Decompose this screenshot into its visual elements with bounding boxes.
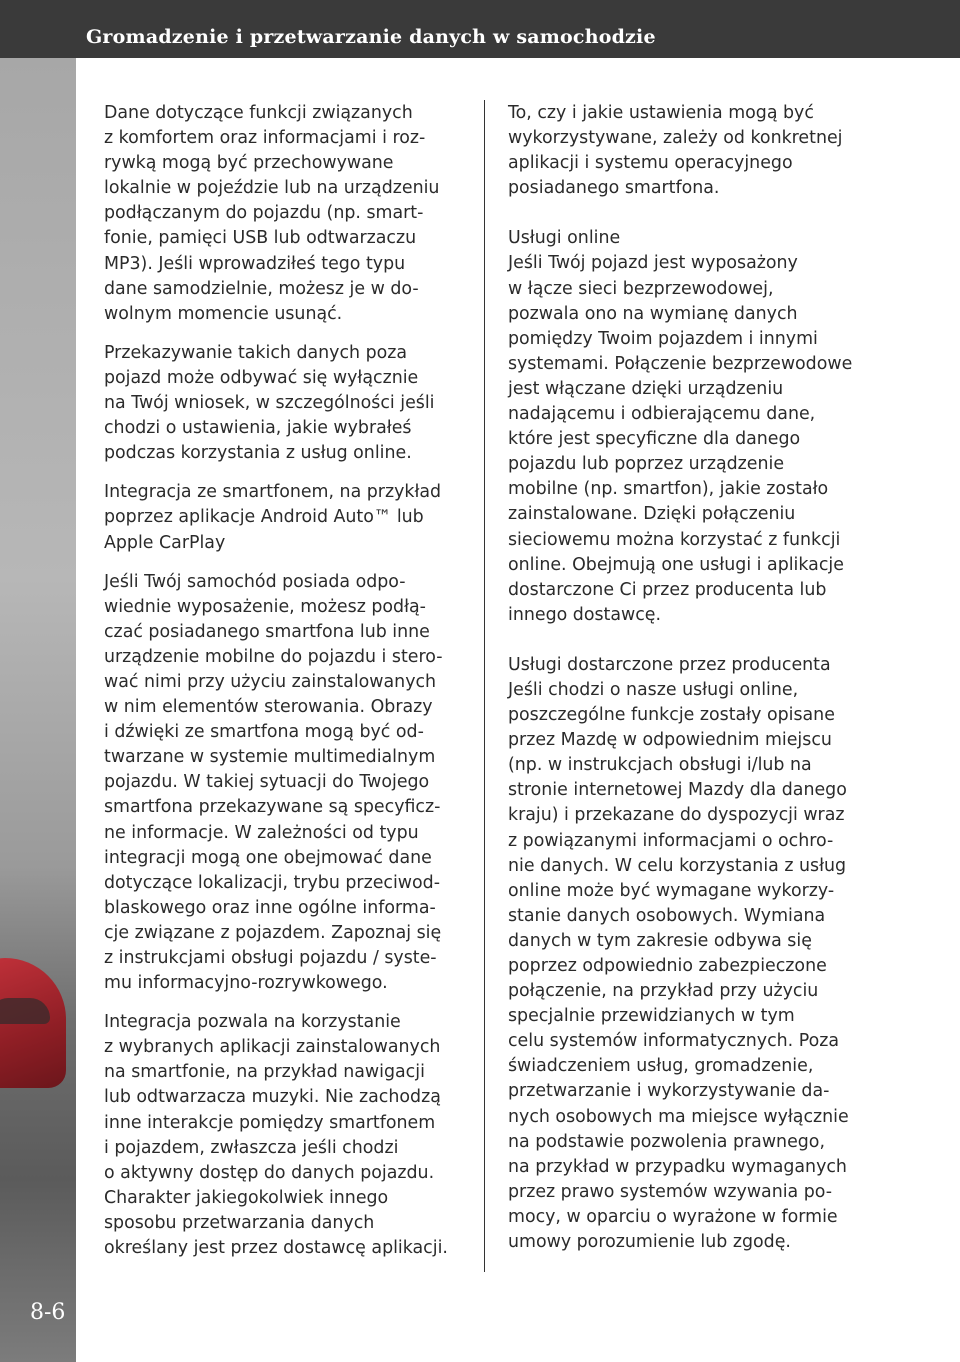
text-line: kraju) i przekazane do dyspozycji wraz	[508, 805, 845, 826]
text-line: aplikacji i systemu operacyjnego	[508, 153, 793, 174]
text-line: pojazdu lub poprzez urządzenie	[508, 454, 785, 475]
text-line: czać posiadanego smartfona lub inne	[104, 621, 430, 642]
text-line: na smartfonie, na przykład nawigacji	[104, 1062, 425, 1083]
text-line: online może być wymagane wykorzy-	[508, 880, 835, 901]
text-line: stronie internetowej Mazdy dla danego	[508, 780, 847, 801]
text-line: danych w tym zakresie odbywa się	[508, 930, 812, 951]
text-line: wać nimi przy użyciu zainstalowanych	[104, 671, 437, 692]
header-bar	[0, 0, 960, 58]
text-line: nych osobowych ma miejsce wyłącznie	[508, 1106, 849, 1127]
text-line: chodzi o ustawienia, jakie wybrałeś	[104, 418, 412, 439]
text-line: Charakter jakiegokolwiek innego	[104, 1187, 389, 1208]
text-line: dotyczące lokalizacji, trybu przeciwod-	[104, 872, 440, 893]
car-window-image	[0, 998, 50, 1024]
text-line: poprzez odpowiednio zabezpieczone	[508, 956, 827, 976]
text-line: mobilne (np. smartfon), jakie zostało	[508, 479, 829, 500]
text-line: pomiędzy Twoim pojazdem i innymi	[508, 328, 818, 349]
text-line: sposobu przetwarzania danych	[104, 1212, 375, 1233]
text-line: z wybranych aplikacji zainstalowanych	[104, 1037, 441, 1058]
text-line: na przykład w przypadku wymaganych	[508, 1156, 847, 1177]
text-line: MP3). Jeśli wprowadziłeś tego typu	[104, 253, 406, 274]
text-line: połączenie, na przykład przy użyciu	[508, 981, 819, 1002]
text-line: Integracja ze smartfonem, na przykład	[104, 482, 442, 503]
paragraph	[104, 1010, 476, 1261]
text-line: celu systemów informatycznych. Poza	[508, 1031, 840, 1052]
text-line: z komfortem oraz informacjami i roz-	[104, 128, 426, 149]
text-line: świadczeniem usług, gromadzenie,	[508, 1056, 814, 1077]
text-line: systemami. Połączenie bezprzewodowe	[508, 353, 853, 374]
text-line: rywką mogą być przechowywane	[104, 153, 394, 174]
section-title: Gromadzenie i przetwarzanie danych w samochodzie	[86, 26, 656, 48]
text-line: wiednie wyposażenie, możesz podłą-	[104, 596, 426, 617]
text-line: i dźwięki ze smartfona mogą być od-	[104, 722, 424, 743]
text-line: Integracja pozwala na korzystanie	[104, 1012, 401, 1033]
text-line: fonie, pamięci USB lub odtwarzaczu	[104, 228, 417, 249]
paragraph	[508, 226, 868, 628]
column-divider	[484, 100, 485, 1272]
text-line: określany jest przez dostawcę aplikacji.	[104, 1238, 448, 1259]
text-line: z powiązanymi informacjami o ochro-	[508, 830, 834, 851]
text-line: mocy, w oparciu o wyrażone w formie	[508, 1206, 838, 1227]
text-line: lokalnie w pojeździe lub na urządzeniu	[104, 178, 440, 199]
text-line: w nim elementów sterowania. Obrazy	[104, 697, 433, 718]
text-line: które jest specyficzne dla danego	[508, 429, 801, 450]
paragraph	[508, 653, 868, 1255]
text-line: inne interakcje pomiędzy smartfonem	[104, 1112, 436, 1133]
text-line: dane samodzielnie, możesz je w do-	[104, 278, 419, 299]
text-line: twarzane w systemie multimedialnym	[104, 747, 436, 768]
text-line: o aktywny dostęp do danych pojazdu.	[104, 1162, 435, 1183]
text-line: urządzenie mobilne do pojazdu i stero-	[104, 646, 443, 667]
text-line: posiadanego smartfona.	[508, 178, 720, 199]
text-line: Jeśli Twój pojazd jest wyposażony	[508, 253, 798, 274]
text-line: podłączanym do pojazdu (np. smart-	[104, 203, 424, 224]
text-line: nie danych. W celu korzystania z usług	[508, 855, 847, 876]
text-line: z instrukcjami obsługi pojazdu / syste-	[104, 948, 437, 968]
text-line: zainstalowane. Dzięki połączeniu	[508, 504, 796, 525]
text-line: integracji mogą one obejmować dane	[104, 847, 432, 868]
text-line: blaskowego oraz inne ogólne informa-	[104, 897, 436, 918]
text-line: przez Mazdę w odpowiednim miejscu	[508, 730, 832, 751]
text-line: Usługi dostarczone przez producenta	[508, 654, 831, 675]
text-line: smartfona przekazywane są specyficz-	[104, 797, 441, 818]
text-line: wykorzystywane, zależy od konkretnej	[508, 128, 843, 149]
text-line: To, czy i jakie ustawienia mogą być	[508, 103, 814, 123]
text-line: Jeśli chodzi o nasze usługi online,	[508, 679, 799, 700]
text-line: stanie danych osobowych. Wymiana	[508, 905, 826, 926]
text-line: jest włączane dzięki urządzeniu	[508, 378, 784, 399]
text-line: pojazd może odbywać się wyłącznie	[104, 367, 419, 388]
text-line: na Twój wniosek, w szczególności jeśli	[104, 393, 435, 414]
text-line: lub odtwarzacza muzyki. Nie zachodzą	[104, 1087, 441, 1108]
text-line: Usługi online	[508, 228, 621, 249]
paragraph	[104, 570, 476, 997]
text-line: pozwala ono na wymianę danych	[508, 303, 798, 324]
right-text-column	[508, 101, 868, 1280]
text-line: mu informacyjno-rozrywkowego.	[104, 973, 388, 994]
text-line: poszczególne funkcje zostały opisane	[508, 705, 835, 726]
text-line: sieciowemu można korzystać z funkcji	[508, 529, 841, 550]
text-line: dostarczone Ci przez producenta lub	[508, 579, 827, 600]
text-line: na podstawie pozwolenia prawnego,	[508, 1131, 825, 1152]
page-number: 8-6	[30, 1300, 66, 1325]
text-line: Przekazywanie takich danych poza	[104, 342, 408, 363]
text-line: specjalnie przewidzianych w tym	[508, 1006, 795, 1027]
text-line: pojazdu. W takiej sytuacji do Twojego	[104, 772, 430, 793]
text-line: cje związane z pojazdem. Zapoznaj się	[104, 922, 442, 943]
paragraph	[104, 101, 476, 327]
text-line: poprzez aplikacje Android Auto™ lub	[104, 507, 424, 528]
text-line: i pojazdem, zwłaszcza jeśli chodzi	[104, 1137, 399, 1158]
text-line: online. Obejmują one usługi i aplikacje	[508, 554, 844, 575]
text-line: Jeśli Twój samochód posiada odpo-	[104, 571, 406, 592]
text-line: innego dostawcę.	[508, 604, 662, 625]
text-line: nadającemu i odbierającemu dane,	[508, 404, 816, 425]
text-line: przez prawo systemów wzywania po-	[508, 1181, 833, 1202]
text-line: umowy porozumienie lub zgodę.	[508, 1232, 791, 1253]
text-line: przetwarzanie i wykorzystywanie da-	[508, 1081, 830, 1102]
left-text-column	[104, 101, 476, 1275]
text-line: ne informacje. W zależności od typu	[104, 822, 419, 843]
text-line: podczas korzystania z usług online.	[104, 443, 412, 464]
side-photo-strip	[0, 58, 76, 1362]
text-line: (np. w instrukcjach obsługi i/lub na	[508, 755, 812, 776]
text-line: wolnym momencie usunąć.	[104, 303, 343, 324]
paragraph	[104, 341, 476, 466]
text-line: Apple CarPlay	[104, 532, 226, 553]
text-line: w łącze sieci bezprzewodowej,	[508, 278, 774, 299]
paragraph	[104, 480, 476, 555]
text-line: Dane dotyczące funkcji związanych	[104, 103, 413, 123]
paragraph	[508, 101, 868, 201]
